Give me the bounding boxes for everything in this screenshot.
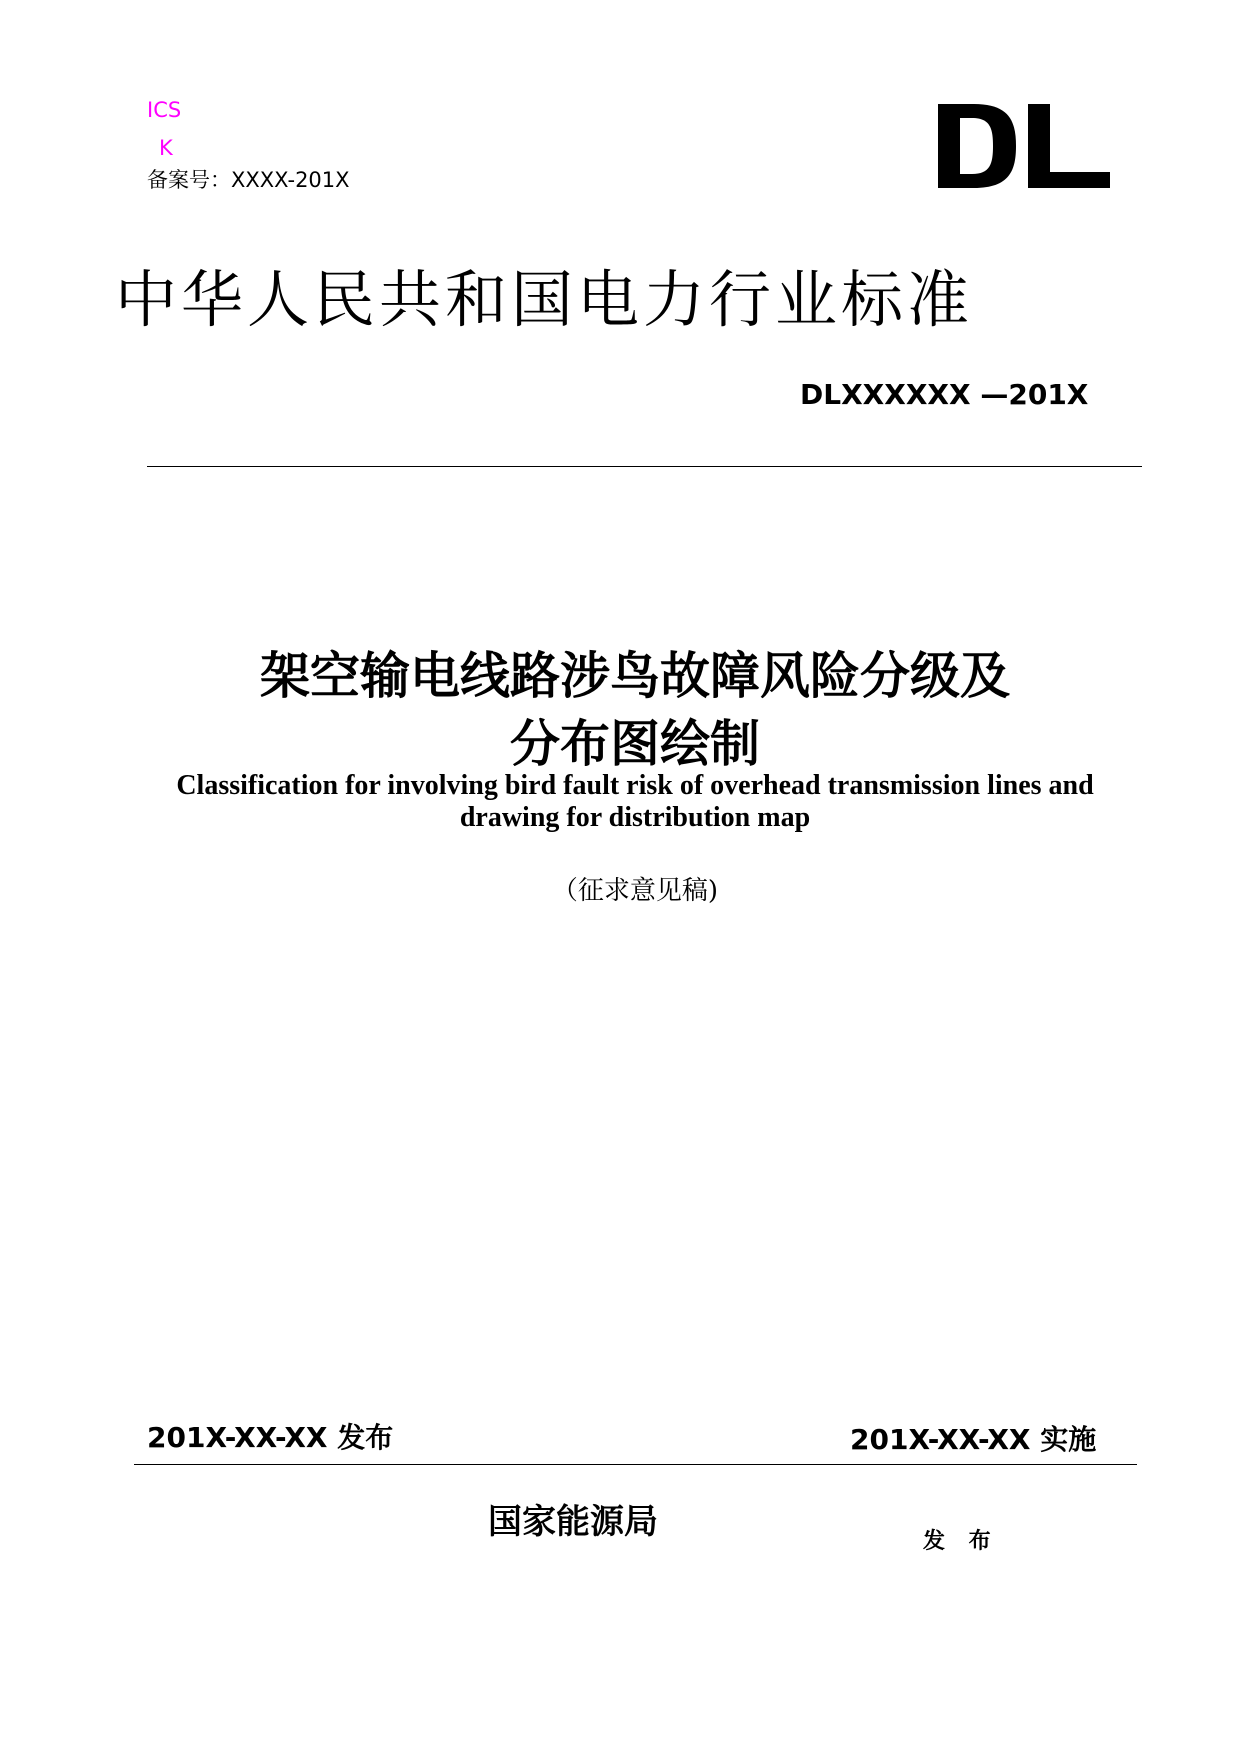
national-standard-title: 中华人民共和国电力行业标准: [115, 263, 974, 336]
dl-logo: [938, 104, 1112, 188]
document-title-en: Classification for involving bird fault risk of overhead transmission lines and drawing for distribution map: [176, 770, 1094, 833]
bottom-divider: [134, 1464, 1137, 1465]
issuing-agency: 国家能源局: [488, 1502, 658, 1542]
title-cn-line-1: 架空输电线路涉鸟故障风险分级及: [260, 647, 1010, 705]
ics-label: ICS: [147, 98, 182, 122]
filing-number: 备案号：XXXX-201X: [147, 168, 350, 192]
issue-date: 201X-XX-XX 发布: [147, 1421, 394, 1454]
top-divider: [147, 466, 1142, 467]
draft-note: （征求意见稿): [551, 876, 719, 906]
implementation-date: 201X-XX-XX 实施: [850, 1423, 1097, 1456]
title-cn-line-2: 分布图绘制: [510, 715, 760, 773]
standard-code: DLXXXXXX —201X: [800, 378, 1089, 411]
k-label: K: [159, 136, 173, 160]
document-title-cn: [0, 642, 1240, 778]
publish-label: 发 布: [923, 1529, 999, 1554]
